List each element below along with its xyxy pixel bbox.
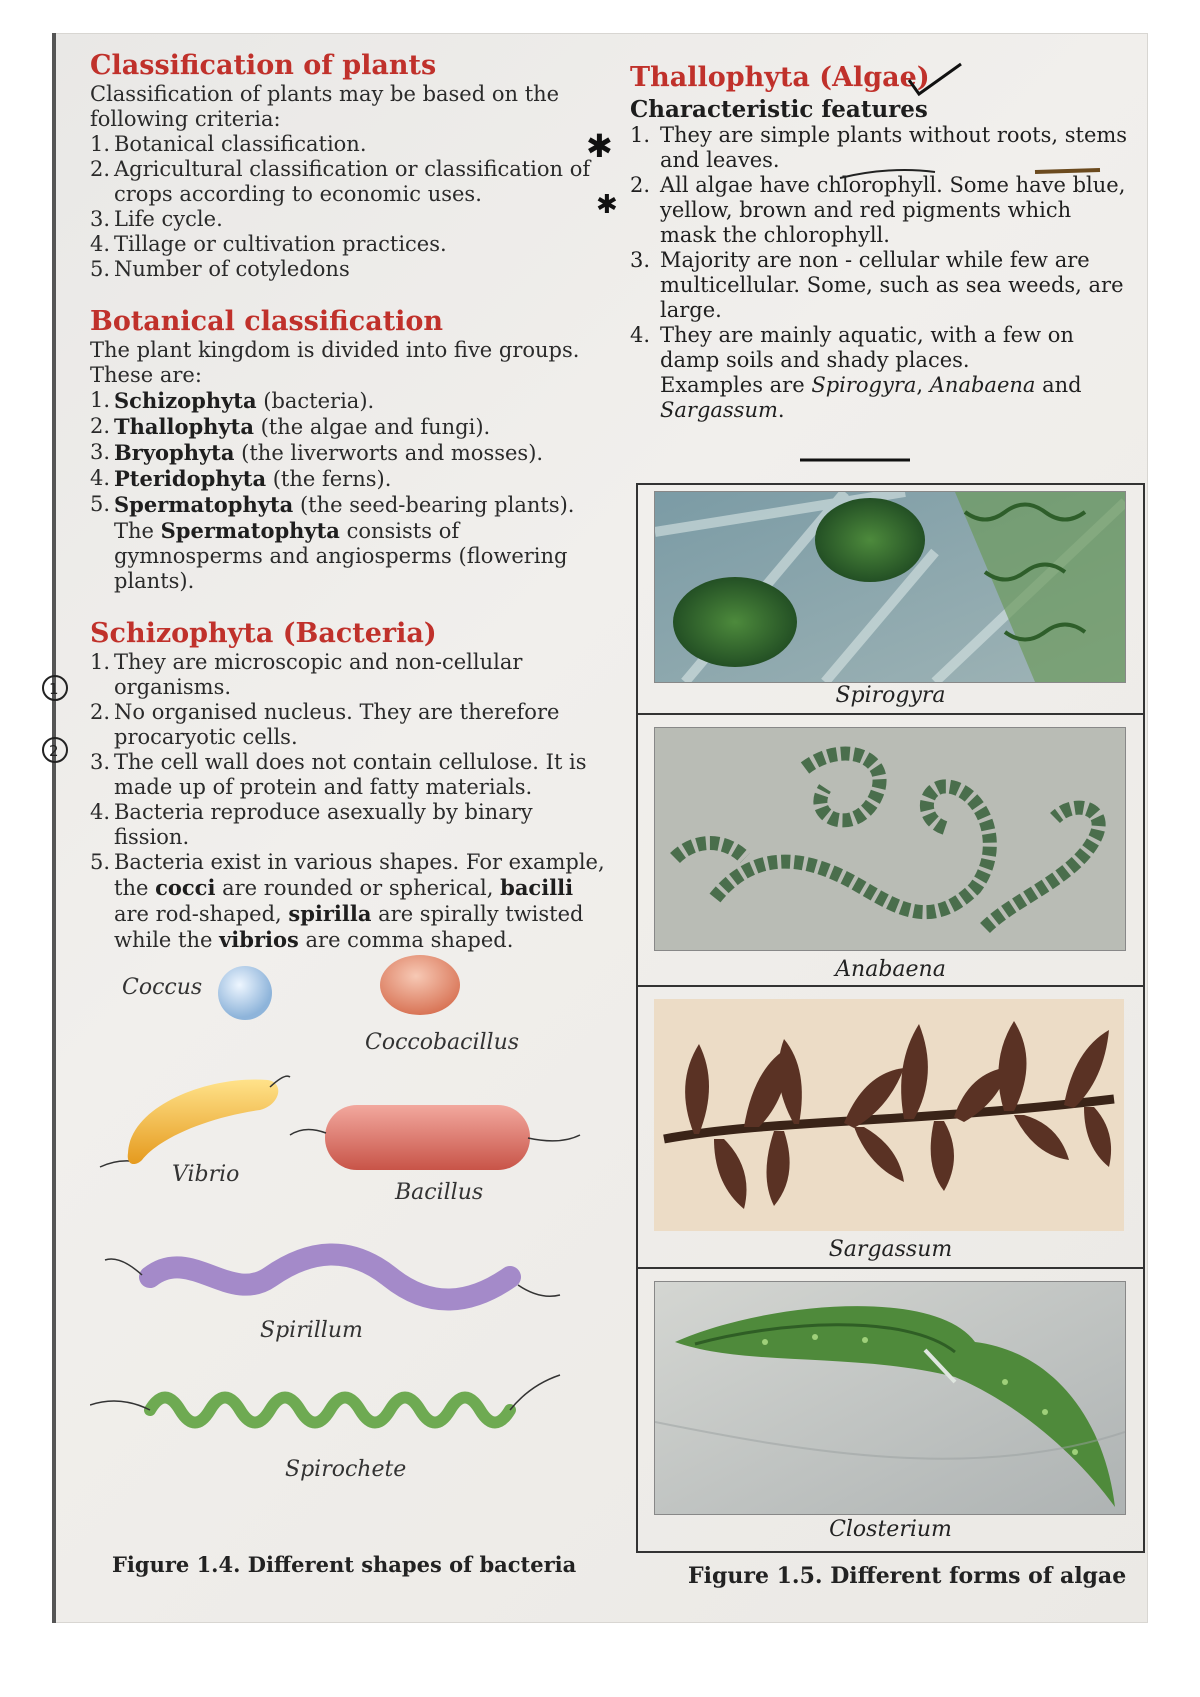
classification-heading: Classification of plants: [90, 50, 437, 81]
sargassum-panel: [638, 985, 1143, 1269]
list-item: 1. Schizophyta (bacteria).: [90, 388, 375, 413]
features-heading: Characteristic features: [630, 96, 928, 123]
bacteria-illustration: [90, 955, 610, 1515]
spirochete-flagellum-2: [510, 1375, 560, 1410]
figure-1-5-caption: Figure 1.5. Different forms of algae: [688, 1563, 1127, 1589]
groups-list: [90, 388, 610, 594]
anabaena-panel: [638, 713, 1143, 987]
asterisk-mark-icon-2: ✱: [596, 190, 618, 220]
figure-1-4-caption: Figure 1.4. Different shapes of bacteria: [112, 1552, 577, 1577]
anabaena-photo: [654, 727, 1126, 951]
list-item: 1. Botanical classification.: [90, 132, 367, 156]
closterium-panel: [638, 1267, 1143, 1549]
sargassum-photo: [654, 999, 1124, 1231]
svg-text:1: 1: [49, 680, 59, 698]
botanical-intro: The plant kingdom is divided into five groups. These are:: [90, 338, 580, 387]
list-item: 1. They are simple plants without roots, stems and leaves.: [630, 123, 1128, 172]
spirogyra-photo: [654, 491, 1126, 683]
margin-marks-icon: [38, 668, 72, 768]
classification-intro: Classification of plants may be based on the following criteria:: [90, 82, 560, 131]
list-item: 5. Spermatophyta (the seed-bearing plants). The Spermatophyta consists of gymnosperms and angiosperms (flowering plants).: [90, 492, 575, 593]
vibrio-flagellum: [100, 1161, 130, 1167]
coccobacillus-label: Coccobacillus: [365, 1030, 520, 1055]
spirogyra-panel: [638, 485, 1143, 715]
thallophyta-heading: Thallophyta (Algae): [630, 62, 930, 93]
list-item: 3. Life cycle.: [90, 207, 223, 231]
spirillum-flagellum-2: [518, 1285, 560, 1296]
list-item: 2. All algae have chlorophyll. Some have blue, yellow, brown and red pigments which mask the chlorophyll.: [630, 173, 1126, 247]
vibrio-label: Vibrio: [172, 1162, 240, 1187]
bacillus-flagellum-2: [528, 1135, 580, 1141]
list-item: 4. They are mainly aquatic, with a few on damp soils and shady places.: [630, 323, 1074, 372]
list-item: 5. Bacteria exist in various shapes. For example, the cocci are rounded or spherical, bacilli are rod-shaped, spirilla are spirally twisted while the vibrios are comma shaped.: [90, 850, 605, 952]
right-column: [630, 62, 1130, 423]
schizophyta-heading: Schizophyta (Bacteria): [90, 618, 437, 649]
spirochete-cell: [150, 1398, 510, 1423]
checkmark-icon: [905, 60, 965, 100]
list-item: 2. No organised nucleus. They are therefore procaryotic cells.: [90, 700, 560, 749]
coccobacillus-cell: [380, 955, 460, 1015]
page-edge: [52, 33, 56, 1623]
left-column: [90, 50, 610, 953]
underline-marks-icon: [800, 158, 1120, 190]
criteria-list: [90, 132, 610, 282]
coccus-cell: [218, 966, 272, 1020]
closterium-caption: Closterium: [829, 1517, 952, 1542]
list-item: 4. Bacteria reproduce asexually by binary fission.: [90, 800, 533, 849]
asterisk-mark-icon: ✱: [586, 127, 613, 165]
examples-line: Examples are Spirogyra, Anabaena and Sargassum.: [660, 373, 1082, 422]
bacillus-flagellum: [290, 1129, 326, 1135]
schizophyta-list: [90, 650, 610, 953]
list-item: 3. The cell wall does not contain cellulose. It is made up of protein and fatty materials.: [90, 750, 587, 799]
algae-figure-box: [636, 483, 1145, 1553]
bacillus-cell: [325, 1105, 530, 1170]
vibrio-cell: [128, 1079, 279, 1164]
spirillum-flagellum: [105, 1259, 142, 1275]
underline-spirogyra-icon: [800, 455, 920, 465]
list-item: 2. Agricultural classification or classification of crops according to economic uses.: [90, 157, 591, 206]
spirochete-label: Spirochete: [285, 1457, 407, 1482]
list-item: 3. Majority are non - cellular while few are multicellular. Some, such as sea weeds, are large.: [630, 248, 1124, 322]
spirillum-label: Spirillum: [260, 1318, 363, 1343]
closterium-photo: [654, 1281, 1126, 1515]
coccus-label: Coccus: [122, 975, 203, 1000]
spirillum-cell: [150, 1254, 510, 1299]
list-item: 5. Number of cotyledons: [90, 257, 350, 281]
list-item: 4. Tillage or cultivation practices.: [90, 232, 447, 256]
anabaena-caption: Anabaena: [835, 957, 946, 982]
list-item: 2. Thallophyta (the algae and fungi).: [90, 414, 491, 439]
svg-text:2: 2: [49, 742, 59, 760]
botanical-heading: Botanical classification: [90, 306, 444, 337]
sargassum-caption: Sargassum: [828, 1237, 953, 1262]
spirogyra-caption: Spirogyra: [835, 683, 946, 708]
list-item: 4. Pteridophyta (the ferns).: [90, 466, 392, 491]
list-item: 3. Bryophyta (the liverworts and mosses).: [90, 440, 544, 465]
list-item: 1. They are microscopic and non-cellular organisms.: [90, 650, 523, 699]
spirochete-flagellum: [90, 1401, 150, 1410]
bacillus-label: Bacillus: [395, 1180, 484, 1205]
